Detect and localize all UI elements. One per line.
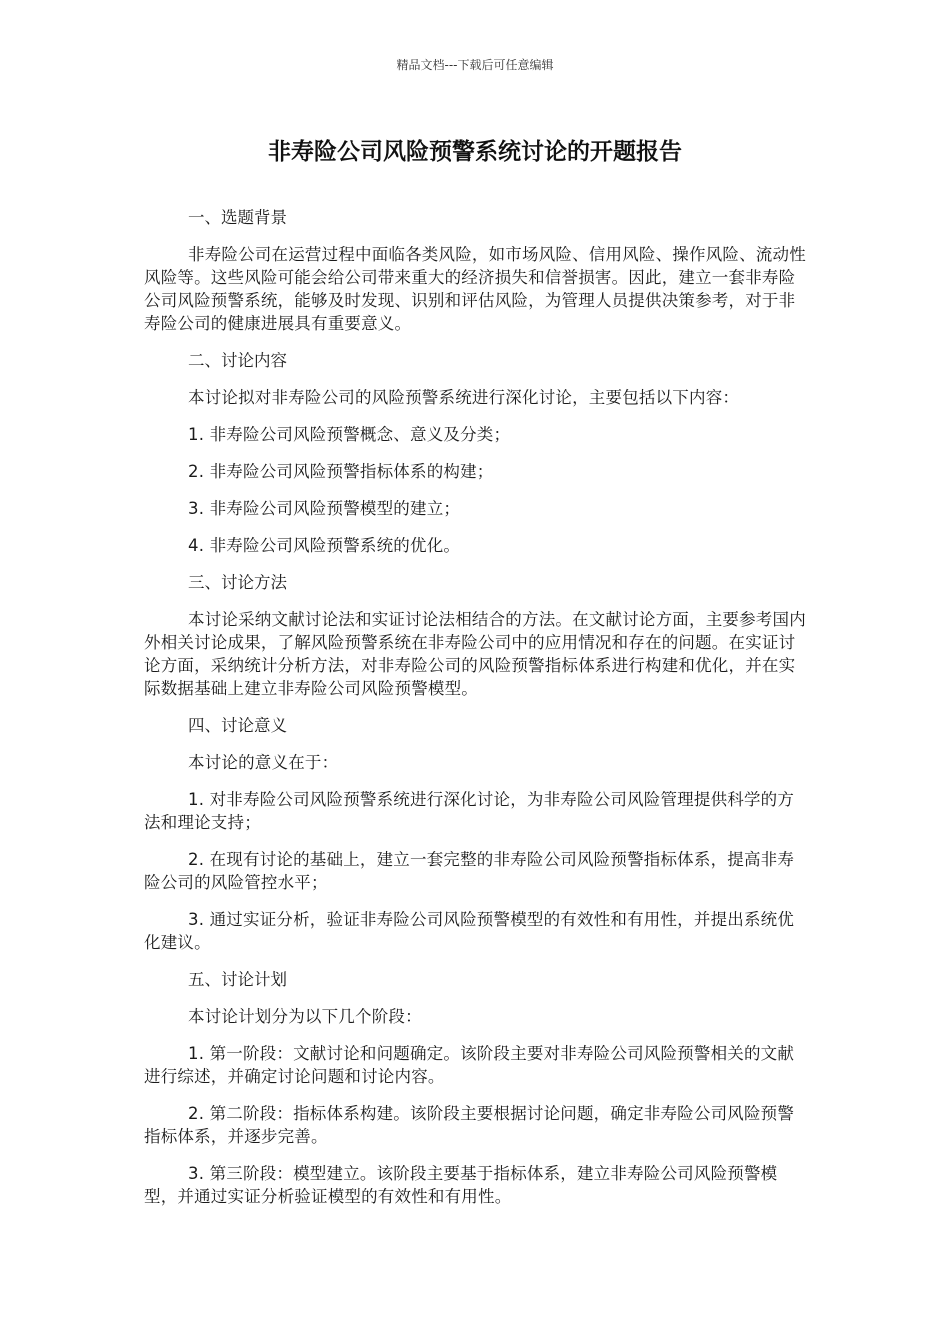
plan-item-3: 3. 第三阶段：模型建立。该阶段主要基于指标体系，建立非寿险公司风险预警模型，并通过实证分析验证模型的有效性和有用性。 (144, 1164, 778, 1206)
document-title: 非寿险公司风险预警系统讨论的开题报告 (268, 139, 682, 165)
content-item-1: 1. 非寿险公司风险预警概念、意义及分类； (188, 425, 511, 444)
plan-item-2: 2. 第二阶段：指标体系构建。该阶段主要根据讨论问题，确定非寿险公司风险预警指标体系，并逐步完善。 (144, 1104, 795, 1146)
section-heading-background: 一、选题背景 (188, 208, 287, 227)
significance-item-3: 3. 通过实证分析，验证非寿险公司风险预警模型的有效性和有用性，并提出系统优化建议。 (144, 910, 795, 952)
section-heading-significance: 四、讨论意义 (188, 716, 287, 735)
significance-intro: 本讨论的意义在于： (188, 753, 339, 772)
plan-item-1: 1. 第一阶段：文献讨论和问题确定。该阶段主要对非寿险公司风险预警相关的文献进行综述，并确定讨论问题和讨论内容。 (144, 1044, 795, 1086)
content-item-3: 3. 非寿险公司风险预警模型的建立； (188, 499, 461, 518)
significance-item-1: 1. 对非寿险公司风险预警系统进行深化讨论，为非寿险公司风险管理提供科学的方法和理论支持； (144, 790, 795, 832)
plan-intro: 本讨论计划分为以下几个阶段： (188, 1007, 422, 1026)
section-heading-plan: 五、讨论计划 (188, 970, 287, 989)
content-item-2: 2. 非寿险公司风险预警指标体系的构建； (188, 462, 494, 481)
method-paragraph: 本讨论采纳文献讨论法和实证讨论法相结合的方法。在文献讨论方面，主要参考国内外相关讨论成果，了解风险预警系统在非寿险公司中的应用情况和存在的问题。在实证讨论方面，采纳统计分析方法，对非寿险公司的风险预警指标体系进行构建和优化，并在实际数据基础上建立非寿险公司风险预警模型。 (144, 610, 806, 698)
section-heading-method: 三、讨论方法 (188, 573, 287, 592)
background-paragraph: 非寿险公司在运营过程中面临各类风险，如市场风险、信用风险、操作风险、流动性风险等。这些风险可能会给公司带来重大的经济损失和信誉损害。因此，建立一套非寿险公司风险预警系统，能够及时发现、识别和评估风险，为管理人员提供决策参考，对于非寿险公司的健康进展具有重要意义。 (144, 245, 806, 333)
content-item-4: 4. 非寿险公司风险预警系统的优化。 (188, 536, 461, 555)
content-intro: 本讨论拟对非寿险公司的风险预警系统进行深化讨论，主要包括以下内容： (188, 388, 740, 407)
section-heading-content: 二、讨论内容 (188, 351, 287, 370)
significance-item-2: 2. 在现有讨论的基础上，建立一套完整的非寿险公司风险预警指标体系，提高非寿险公司的风险管控水平； (144, 850, 795, 892)
header-note: 精品文档---下载后可任意编辑 (396, 58, 554, 72)
document-body (144, 206, 808, 1222)
